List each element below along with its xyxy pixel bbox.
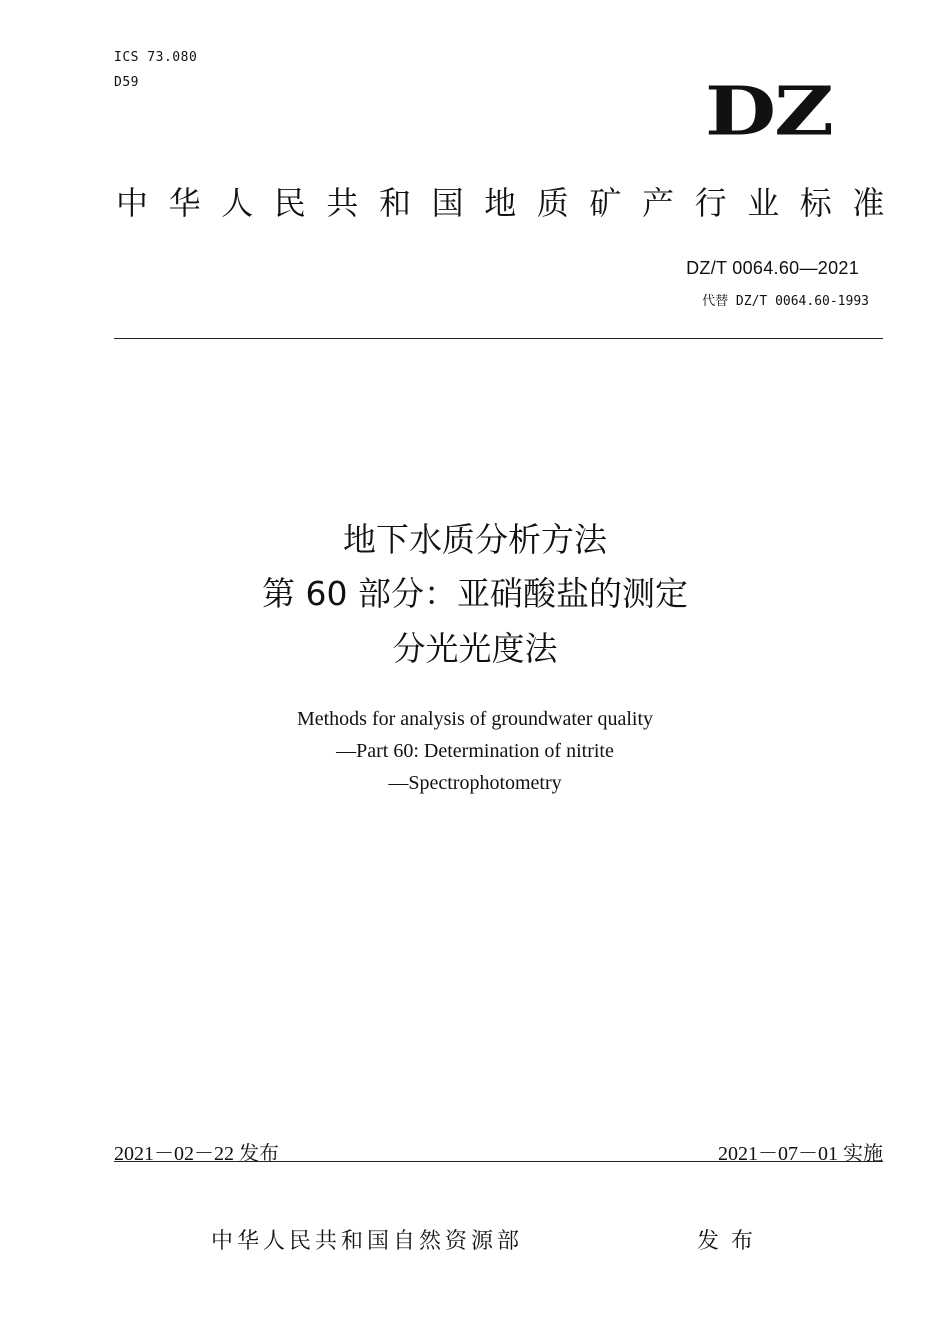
english-title-line-2: —Part 60: Determination of nitrite [336,740,614,762]
publish-label: 发布 [697,1229,766,1254]
bottom-divider [114,1161,883,1162]
chinese-title-line-3: 分光光度法 [392,629,558,668]
chinese-title-line-1: 地下水质分析方法 [343,520,607,559]
ics-code: ICS 73.080 [114,50,198,65]
replaces-standard: 代替 DZ/T 0064.60-1993 [702,294,869,309]
ccs-code: D59 [114,75,139,90]
standard-number: DZ/T 0064.60—2021 [686,258,859,278]
english-title-line-1: Methods for analysis of groundwater quality [296,708,654,730]
implementation-date: 2021－07－01 实施 [718,1143,883,1165]
issue-date: 2021－02－22 发布 [114,1143,279,1165]
dz-logo: DZ [705,72,832,151]
standard-category-title: 中华人民共和国地质矿产行业标准 [116,184,906,222]
english-title-line-3: —Spectrophotometry [388,772,562,794]
top-divider [114,338,883,339]
publisher-name: 中华人民共和国自然资源部 [211,1229,524,1254]
chinese-title-line-2: 第 60 部分：亚硝酸盐的测定 [262,574,688,613]
